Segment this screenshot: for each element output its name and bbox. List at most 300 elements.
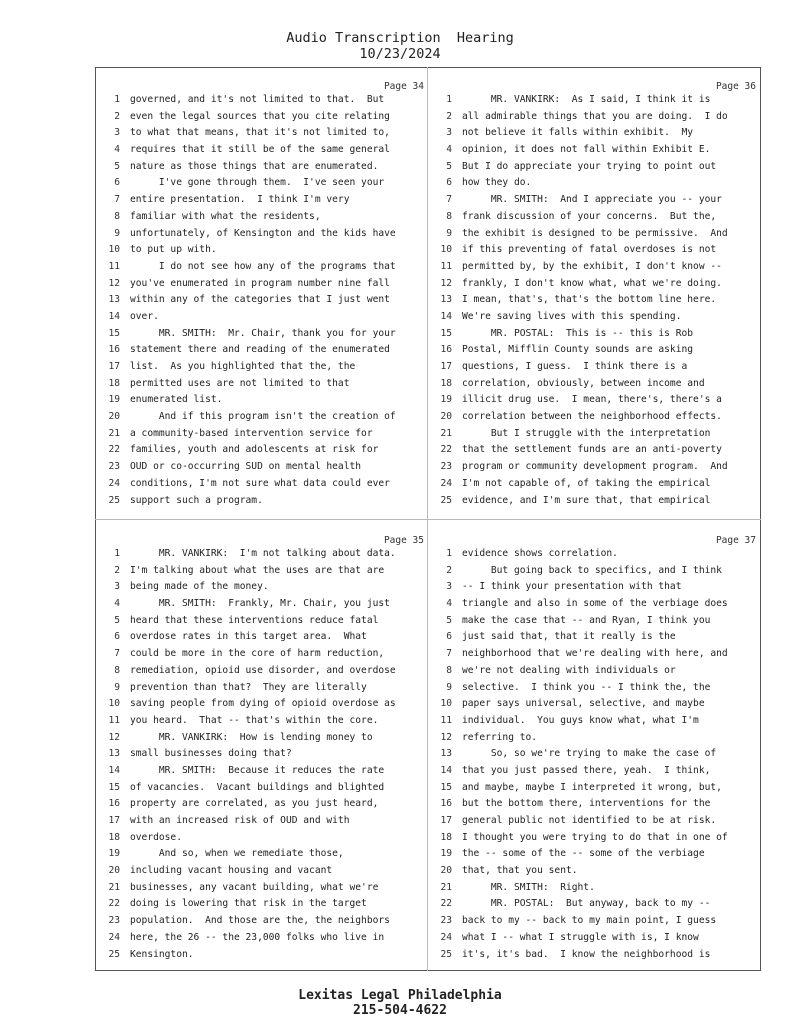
- transcript-page-36: [432, 68, 762, 508]
- line-text: frankly, I don't know what, what we're doing.: [462, 277, 722, 289]
- line-number: 10: [440, 244, 452, 256]
- line-text: enumerated list.: [130, 394, 223, 406]
- line-number: 2: [446, 110, 452, 122]
- transcript-line: [432, 563, 762, 580]
- line-number: 23: [440, 915, 452, 927]
- transcript-line: [100, 226, 430, 243]
- line-text: triangle and also in some of the verbiage does: [462, 598, 728, 610]
- line-text: just said that, that it really is the: [462, 631, 676, 643]
- line-text: correlation between the neighborhood effects.: [462, 411, 722, 423]
- line-number: 23: [440, 461, 452, 473]
- transcript-line: [100, 209, 430, 226]
- line-text: selective. I think you -- I think the, the: [462, 681, 711, 693]
- line-text: make the case that -- and Ryan, I think you: [462, 614, 711, 626]
- line-number: 7: [114, 648, 120, 660]
- line-text: But I do appreciate your trying to point out: [462, 160, 717, 172]
- line-number: 20: [440, 411, 452, 423]
- transcript-line: [432, 930, 762, 947]
- page-number: Page 36: [715, 81, 756, 92]
- transcript-line: [432, 242, 762, 259]
- line-text: businesses, any vacant building, what we're: [130, 881, 379, 893]
- line-number: 17: [108, 361, 120, 372]
- line-number: 4: [446, 598, 452, 610]
- line-number: 18: [440, 831, 452, 843]
- transcript-line: [432, 426, 762, 443]
- transcript-line: [100, 896, 430, 913]
- line-number: 19: [440, 394, 452, 406]
- line-text: support such a program.: [130, 494, 263, 506]
- line-text: back to my -- back to my main point, I guess: [462, 915, 717, 927]
- line-text: MR. VANKIRK: How is lending money to: [130, 731, 373, 743]
- document-header: [0, 30, 800, 62]
- line-text: evidence shows correlation.: [462, 548, 618, 559]
- transcript-line: [432, 493, 762, 510]
- line-text: program or community development program. And: [462, 461, 728, 473]
- line-text: if this preventing of fatal overdoses is not: [462, 244, 717, 256]
- line-number: 25: [440, 948, 452, 960]
- line-text: that the settlement funds are an anti-poverty: [462, 444, 722, 456]
- line-text: And if this program isn't the creation of: [130, 411, 396, 423]
- line-number: 4: [114, 144, 120, 156]
- line-number: 17: [108, 815, 120, 826]
- transcript-line: [432, 780, 762, 797]
- line-number: 23: [108, 461, 120, 473]
- transcript-line: [432, 342, 762, 359]
- line-text: to put up with.: [130, 244, 217, 256]
- transcript-line: [432, 763, 762, 780]
- line-text: paper says universal, selective, and maybe: [462, 698, 705, 710]
- line-text: heard that these interventions reduce fatal: [130, 614, 379, 626]
- page-number: Page 34: [383, 81, 424, 92]
- line-text: correlation, obviously, between income and: [462, 377, 705, 389]
- transcript-line: [432, 546, 762, 563]
- line-number: 18: [108, 377, 120, 389]
- line-text: MR. VANKIRK: I'm not talking about data.: [130, 548, 396, 559]
- transcript-line: [432, 713, 762, 730]
- transcript-line: [432, 947, 762, 964]
- page-lines: [432, 92, 762, 509]
- line-text: general public not identified to be at risk.: [462, 815, 717, 826]
- line-text: entire presentation. I think I'm very: [130, 194, 350, 206]
- line-text: But I struggle with the interpretation: [462, 427, 711, 439]
- line-number: 9: [446, 681, 452, 693]
- transcript-line: [100, 680, 430, 697]
- transcript-line: [432, 442, 762, 459]
- line-text: And so, when we remediate those,: [130, 848, 344, 860]
- line-number: 7: [114, 194, 120, 206]
- line-number: 21: [440, 881, 452, 893]
- line-number: 20: [108, 411, 120, 423]
- transcript-line: [432, 830, 762, 847]
- line-number: 4: [114, 598, 120, 610]
- transcript-line: [432, 192, 762, 209]
- line-text: prevention than that? They are literally: [130, 681, 367, 693]
- transcript-page-34: [100, 68, 430, 508]
- line-text: you've enumerated in program number nine fall: [130, 277, 390, 289]
- transcript-line: [432, 663, 762, 680]
- transcript-line: [100, 646, 430, 663]
- transcript-line: [432, 209, 762, 226]
- header-title: Audio Transcription Hearing: [286, 30, 514, 46]
- line-text: overdose.: [130, 831, 182, 843]
- page-lines: [100, 546, 430, 963]
- transcript-line: [432, 796, 762, 813]
- line-number: 15: [108, 781, 120, 793]
- transcript-line: [100, 92, 430, 109]
- line-number: 11: [440, 714, 452, 726]
- line-text: list. As you highlighted that the, the: [130, 361, 356, 372]
- line-number: 2: [114, 564, 120, 576]
- transcript-line: [432, 259, 762, 276]
- line-number: 14: [108, 764, 120, 776]
- transcript-line: [100, 780, 430, 797]
- transcript-line: [100, 175, 430, 192]
- line-number: 7: [446, 648, 452, 660]
- line-text: saving people from dying of opioid overdose as: [130, 698, 396, 710]
- transcript-line: [100, 746, 430, 763]
- transcript-line: [432, 142, 762, 159]
- line-number: 16: [108, 798, 120, 810]
- line-text: unfortunately, of Kensington and the kids have: [130, 227, 396, 239]
- line-number: 5: [114, 614, 120, 626]
- line-text: the exhibit is designed to be permissive. And: [462, 227, 728, 239]
- line-number: 13: [108, 748, 120, 760]
- line-text: remediation, opioid use disorder, and overdose: [130, 664, 396, 676]
- transcript-line: [100, 730, 430, 747]
- line-number: 2: [446, 564, 452, 576]
- transcript-line: [100, 459, 430, 476]
- line-number: 18: [108, 831, 120, 843]
- line-number: 15: [108, 327, 120, 339]
- line-number: 25: [108, 948, 120, 960]
- line-text: individual. You guys know what, what I'm: [462, 714, 699, 726]
- page-lines: [432, 546, 762, 963]
- line-text: MR. SMITH: And I appreciate you -- your: [462, 194, 722, 206]
- footer-phone: 215-504-4622: [353, 1003, 447, 1018]
- transcript-line: [100, 563, 430, 580]
- line-text: requires that it still be of the same general: [130, 144, 390, 156]
- line-text: even the legal sources that you cite relating: [130, 110, 390, 122]
- transcript-line: [100, 326, 430, 343]
- transcript-line: [100, 159, 430, 176]
- line-number: 9: [114, 227, 120, 239]
- transcript-line: [432, 292, 762, 309]
- transcript-line: [432, 896, 762, 913]
- line-number: 16: [108, 344, 120, 356]
- line-text: MR. SMITH: Mr. Chair, thank you for your: [130, 327, 396, 339]
- line-text: Kensington.: [130, 948, 194, 960]
- line-number: 12: [108, 277, 120, 289]
- transcript-line: [432, 813, 762, 830]
- line-number: 11: [108, 714, 120, 726]
- line-number: 1: [114, 94, 120, 105]
- line-number: 1: [446, 94, 452, 105]
- line-text: I'm talking about what the uses are that are: [130, 564, 385, 576]
- row-divider: [95, 519, 761, 520]
- transcript-line: [432, 125, 762, 142]
- line-number: 13: [440, 748, 452, 760]
- line-number: 19: [108, 848, 120, 860]
- line-number: 10: [108, 244, 120, 256]
- transcript-line: [432, 746, 762, 763]
- line-number: 8: [446, 210, 452, 222]
- line-text: not believe it falls within exhibit. My: [462, 127, 694, 139]
- transcript-line: [100, 125, 430, 142]
- transcript-line: [432, 409, 762, 426]
- line-number: 13: [108, 294, 120, 306]
- line-number: 23: [108, 915, 120, 927]
- line-text: families, youth and adolescents at risk for: [130, 444, 379, 456]
- transcript-line: [100, 409, 430, 426]
- line-number: 5: [114, 160, 120, 172]
- line-number: 3: [446, 127, 452, 139]
- line-text: I thought you were trying to do that in one of: [462, 831, 728, 843]
- line-text: MR. POSTAL: This is -- this is Rob: [462, 327, 694, 339]
- line-number: 16: [440, 344, 452, 356]
- line-number: 22: [440, 444, 452, 456]
- line-number: 22: [108, 444, 120, 456]
- line-number: 9: [114, 681, 120, 693]
- line-text: MR. SMITH: Because it reduces the rate: [130, 764, 385, 776]
- line-text: I've gone through them. I've seen your: [130, 177, 385, 189]
- line-text: evidence, and I'm sure that, that empirical: [462, 494, 711, 506]
- line-text: that you just passed there, yeah. I think,: [462, 764, 711, 776]
- transcript-line: [432, 392, 762, 409]
- line-text: OUD or co-occurring SUD on mental health: [130, 461, 362, 473]
- line-text: could be more in the core of harm reduction,: [130, 648, 385, 660]
- line-text: But going back to specifics, and I think: [462, 564, 722, 576]
- line-text: MR. SMITH: Frankly, Mr. Chair, you just: [130, 598, 390, 610]
- document-footer: [0, 988, 800, 1018]
- line-number: 17: [440, 361, 452, 372]
- line-text: all admirable things that you are doing. I do: [462, 110, 728, 122]
- line-number: 12: [108, 731, 120, 743]
- line-number: 6: [114, 631, 120, 643]
- line-text: governed, and it's not limited to that. But: [130, 94, 385, 105]
- line-text: questions, I guess. I think there is a: [462, 361, 688, 372]
- transcript-line: [432, 226, 762, 243]
- transcript-line: [100, 880, 430, 897]
- line-number: 24: [108, 477, 120, 489]
- transcript-line: [100, 359, 430, 376]
- line-number: 6: [114, 177, 120, 189]
- line-text: permitted uses are not limited to that: [130, 377, 350, 389]
- transcript-line: [100, 613, 430, 630]
- transcript-line: [100, 930, 430, 947]
- line-text: to what that means, that it's not limited to,: [130, 127, 390, 139]
- transcript-line: [100, 696, 430, 713]
- line-text: being made of the money.: [130, 581, 269, 593]
- line-number: 21: [440, 427, 452, 439]
- transcript-line: [100, 426, 430, 443]
- transcript-line: [100, 442, 430, 459]
- transcript-line: [432, 696, 762, 713]
- transcript-line: [100, 913, 430, 930]
- transcript-line: [432, 326, 762, 343]
- line-number: 18: [440, 377, 452, 389]
- line-text: including vacant housing and vacant: [130, 865, 333, 877]
- transcript-line: [432, 109, 762, 126]
- line-text: you heard. That -- that's within the core.: [130, 714, 379, 726]
- line-number: 9: [446, 227, 452, 239]
- line-text: what I -- what I struggle with is, I know: [462, 931, 699, 943]
- line-number: 2: [114, 110, 120, 122]
- line-text: property are correlated, as you just heard,: [130, 798, 379, 810]
- line-text: familiar with what the residents,: [130, 210, 321, 222]
- line-text: I do not see how any of the programs that: [130, 260, 396, 272]
- transcript-line: [432, 646, 762, 663]
- line-number: 10: [108, 698, 120, 710]
- transcript-line: [100, 276, 430, 293]
- line-number: 12: [440, 731, 452, 743]
- transcript-line: [100, 813, 430, 830]
- transcript-line: [100, 546, 430, 563]
- transcript-line: [432, 863, 762, 880]
- line-text: population. And those are the, the neighbors: [130, 915, 390, 927]
- line-number: 3: [114, 127, 120, 139]
- line-number: 6: [446, 631, 452, 643]
- line-number: 24: [440, 477, 452, 489]
- line-text: a community-based intervention service for: [130, 427, 373, 439]
- transcript-line: [432, 846, 762, 863]
- line-text: I'm not capable of, of taking the empirical: [462, 477, 711, 489]
- transcript-line: [432, 159, 762, 176]
- line-number: 6: [446, 177, 452, 189]
- transcript-line: [432, 629, 762, 646]
- transcript-line: [432, 175, 762, 192]
- line-number: 16: [440, 798, 452, 810]
- line-text: neighborhood that we're dealing with here, and: [462, 648, 728, 660]
- transcript-line: [100, 579, 430, 596]
- transcript-line: [432, 309, 762, 326]
- footer-company: Lexitas Legal Philadelphia: [298, 988, 502, 1003]
- transcript-line: [100, 342, 430, 359]
- transcript-line: [100, 947, 430, 964]
- transcript-line: [100, 663, 430, 680]
- line-number: 19: [440, 848, 452, 860]
- line-number: 14: [440, 310, 452, 322]
- transcript-line: [100, 192, 430, 209]
- line-number: 17: [440, 815, 452, 826]
- transcript-line: [432, 880, 762, 897]
- line-number: 22: [440, 898, 452, 910]
- line-number: 12: [440, 277, 452, 289]
- line-text: opinion, it does not fall within Exhibit E.: [462, 144, 711, 156]
- transcript-line: [100, 376, 430, 393]
- line-number: 24: [108, 931, 120, 943]
- line-text: referring to.: [462, 731, 538, 743]
- line-number: 10: [440, 698, 452, 710]
- transcript-line: [432, 730, 762, 747]
- transcript-line: [100, 713, 430, 730]
- line-text: small businesses doing that?: [130, 748, 292, 760]
- transcript-line: [100, 242, 430, 259]
- transcript-line: [432, 913, 762, 930]
- transcript-line: [432, 680, 762, 697]
- line-text: doing is lowering that risk in the target: [130, 898, 367, 910]
- transcript-line: [432, 579, 762, 596]
- line-text: I mean, that's, that's the bottom line here.: [462, 294, 717, 306]
- line-text: statement there and reading of the enumerated: [130, 344, 390, 356]
- line-number: 5: [446, 160, 452, 172]
- line-number: 3: [114, 581, 120, 593]
- line-number: 5: [446, 614, 452, 626]
- transcript-line: [100, 292, 430, 309]
- transcript-line: [100, 763, 430, 780]
- line-text: MR. SMITH: Right.: [462, 881, 595, 893]
- line-text: nature as those things that are enumerated.: [130, 160, 379, 172]
- transcript-line: [100, 846, 430, 863]
- line-text: frank discussion of your concerns. But the,: [462, 210, 717, 222]
- line-text: Postal, Mifflin County sounds are asking: [462, 344, 694, 356]
- line-text: MR. VANKIRK: As I said, I think it is: [462, 94, 711, 105]
- transcript-line: [100, 796, 430, 813]
- line-text: of vacancies. Vacant buildings and blighted: [130, 781, 385, 793]
- line-number: 24: [440, 931, 452, 943]
- page-number: Page 37: [715, 535, 756, 546]
- transcript-line: [100, 476, 430, 493]
- transcript-line: [100, 629, 430, 646]
- line-text: we're not dealing with individuals or: [462, 664, 676, 676]
- transcript-line: [432, 476, 762, 493]
- page-lines: [100, 92, 430, 509]
- transcript-line: [432, 276, 762, 293]
- line-number: 1: [446, 548, 452, 559]
- line-number: 13: [440, 294, 452, 306]
- header-date: 10/23/2024: [359, 46, 441, 62]
- line-text: within any of the categories that I just went: [130, 294, 390, 306]
- line-text: conditions, I'm not sure what data could ever: [130, 477, 390, 489]
- transcript-line: [100, 142, 430, 159]
- line-number: 20: [108, 865, 120, 877]
- line-text: with an increased risk of OUD and with: [130, 815, 350, 826]
- line-number: 7: [446, 194, 452, 206]
- line-text: So, so we're trying to make the case of: [462, 748, 717, 760]
- line-number: 22: [108, 898, 120, 910]
- line-number: 11: [440, 260, 452, 272]
- page-number: Page 35: [383, 535, 424, 546]
- line-number: 21: [108, 427, 120, 439]
- line-text: that, that you sent.: [462, 865, 578, 877]
- transcript-line: [100, 830, 430, 847]
- line-number: 3: [446, 581, 452, 593]
- line-text: how they do.: [462, 177, 532, 189]
- line-number: 14: [108, 310, 120, 322]
- transcript-line: [100, 493, 430, 510]
- line-number: 14: [440, 764, 452, 776]
- line-text: permitted by, by the exhibit, I don't know --: [462, 260, 722, 272]
- line-text: and maybe, maybe I interpreted it wrong, but,: [462, 781, 722, 793]
- line-text: but the bottom there, interventions for the: [462, 798, 711, 810]
- transcript-line: [432, 92, 762, 109]
- line-number: 8: [446, 664, 452, 676]
- line-number: 21: [108, 881, 120, 893]
- transcript-page-35: [100, 522, 430, 962]
- line-text: We're saving lives with this spending.: [462, 310, 682, 322]
- line-text: here, the 26 -- the 23,000 folks who live in: [130, 931, 385, 943]
- transcript-line: [100, 259, 430, 276]
- line-text: the -- some of the -- some of the verbiage: [462, 848, 705, 860]
- transcript-line: [100, 109, 430, 126]
- line-number: 4: [446, 144, 452, 156]
- transcript-line: [432, 459, 762, 476]
- line-text: MR. POSTAL: But anyway, back to my --: [462, 898, 711, 910]
- transcript-line: [100, 392, 430, 409]
- line-number: 19: [108, 394, 120, 406]
- transcript-line: [432, 613, 762, 630]
- line-text: overdose rates in this target area. What: [130, 631, 367, 643]
- line-text: illicit drug use. I mean, there's, there's a: [462, 394, 722, 406]
